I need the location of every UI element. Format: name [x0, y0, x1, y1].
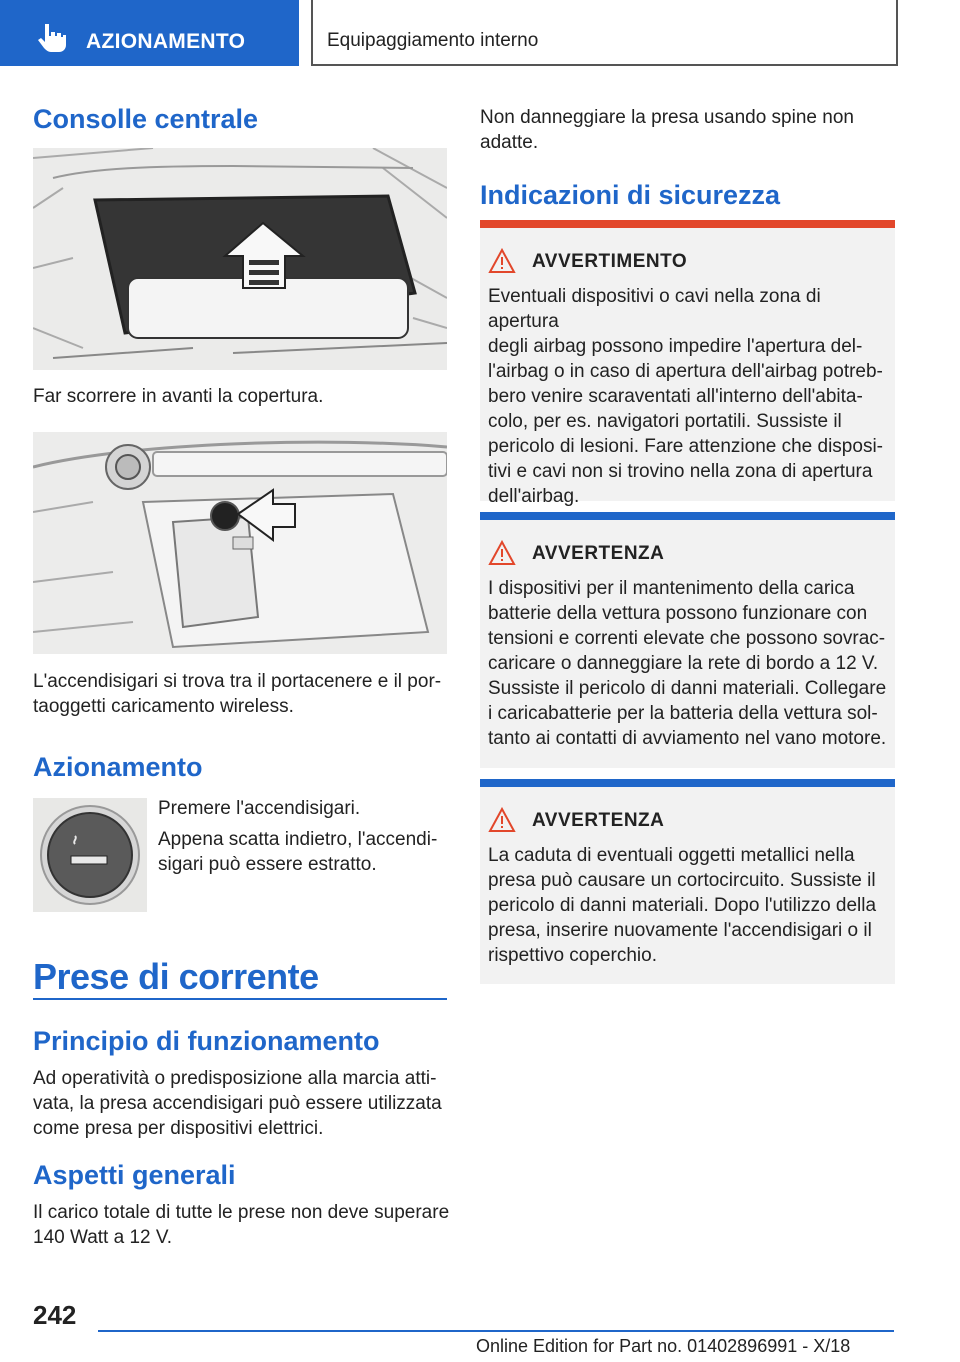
intro-text: Non danneggiare la presa usando spine non adatte. — [480, 107, 854, 153]
warning-triangle-icon — [488, 807, 516, 833]
notice-box — [480, 512, 895, 768]
notice-box — [480, 779, 895, 984]
footer-divider — [98, 1330, 894, 1332]
console-cover-image — [33, 148, 447, 370]
lighter-location-image — [33, 432, 447, 654]
azionamento-step-1: Premere l'accendisigari. — [158, 798, 361, 819]
warning-triangle-icon — [488, 540, 516, 566]
warning-text: Eventuali dispositivi o cavi nella zona di apertura degli airbag possono impedire l'apertura del- l'airbag o in caso di apertura dell'airbag potreb- bero venire scaraventati all'interno dell'abita- colo, per es. navigatori portatili. Sussiste il pericolo di lesioni. Fare attenzione che disposi- tivi e cavi non si trovino nella zona di apertura dell'airbag. — [488, 286, 883, 507]
notice-text: La caduta di eventuali oggetti metallici nella presa può causare un cortocircuito. Sussiste il pericolo di danni materiali. Dopo l'utilizzo della presa, inserire nuovamente l'accendisigari o il rispettivo coperchio. — [488, 845, 877, 966]
azionamento-step-2: Appena scatta indietro, l'accendi- sigari può essere estratto. — [158, 829, 438, 875]
notice-bar — [480, 779, 895, 787]
page-number: 242 — [33, 1300, 77, 1330]
notice-title: AVVERTENZA — [532, 543, 665, 564]
aspetti-text: Il carico totale di tutte le prese non deve superare 140 Watt a 12 V. — [33, 1202, 450, 1248]
warning-box — [480, 220, 895, 507]
principio-text: Ad operatività o predisposizione alla marcia atti- vata, la presa accendisigari può essere utilizzata come presa per dispositivi elettrici. — [33, 1068, 442, 1139]
prese-title: Prese di corrente — [33, 956, 319, 997]
section-label: AZIONAMENTO — [86, 30, 246, 53]
chapter-header — [311, 0, 898, 66]
chapter-label: Equipaggiamento interno — [327, 30, 539, 51]
hand-pointer-icon — [36, 22, 70, 52]
azionamento-title: Azionamento — [33, 752, 203, 782]
notice-text: I dispositivi per il mantenimento della carica batterie della vettura possono funzionare con tensioni e correnti elevate che possono sovrac- caricare o danneggiare la rete di bordo a 12 V. Sussiste il pericolo di danni materiali. Collegare i caricabatterie per la batteria della vettura sol- tanto ai contatti di avviamento nel vano motore. — [488, 578, 887, 749]
principio-title: Principio di funzionamento — [33, 1026, 380, 1056]
warning-title: AVVERTIMENTO — [532, 251, 688, 272]
lighter-button-image — [33, 798, 147, 912]
consolle-title: Consolle centrale — [33, 104, 259, 134]
notice-title: AVVERTENZA — [532, 810, 665, 831]
caption-location: L'accendisigari si trova tra il portacenere e il por- taoggetti caricamento wireless. — [33, 671, 442, 717]
sicurezza-title: Indicazioni di sicurezza — [480, 180, 781, 210]
warning-triangle-icon — [488, 248, 516, 274]
section-divider — [33, 998, 447, 1000]
notice-bar — [480, 512, 895, 520]
aspetti-title: Aspetti generali — [33, 1160, 236, 1190]
footer-edition: Online Edition for Part no. 01402896991 - X/18 — [476, 1336, 851, 1356]
caption-cover: Far scorrere in avanti la copertura. — [33, 386, 324, 407]
warning-bar — [480, 220, 895, 228]
section-tab[interactable] — [0, 0, 299, 66]
